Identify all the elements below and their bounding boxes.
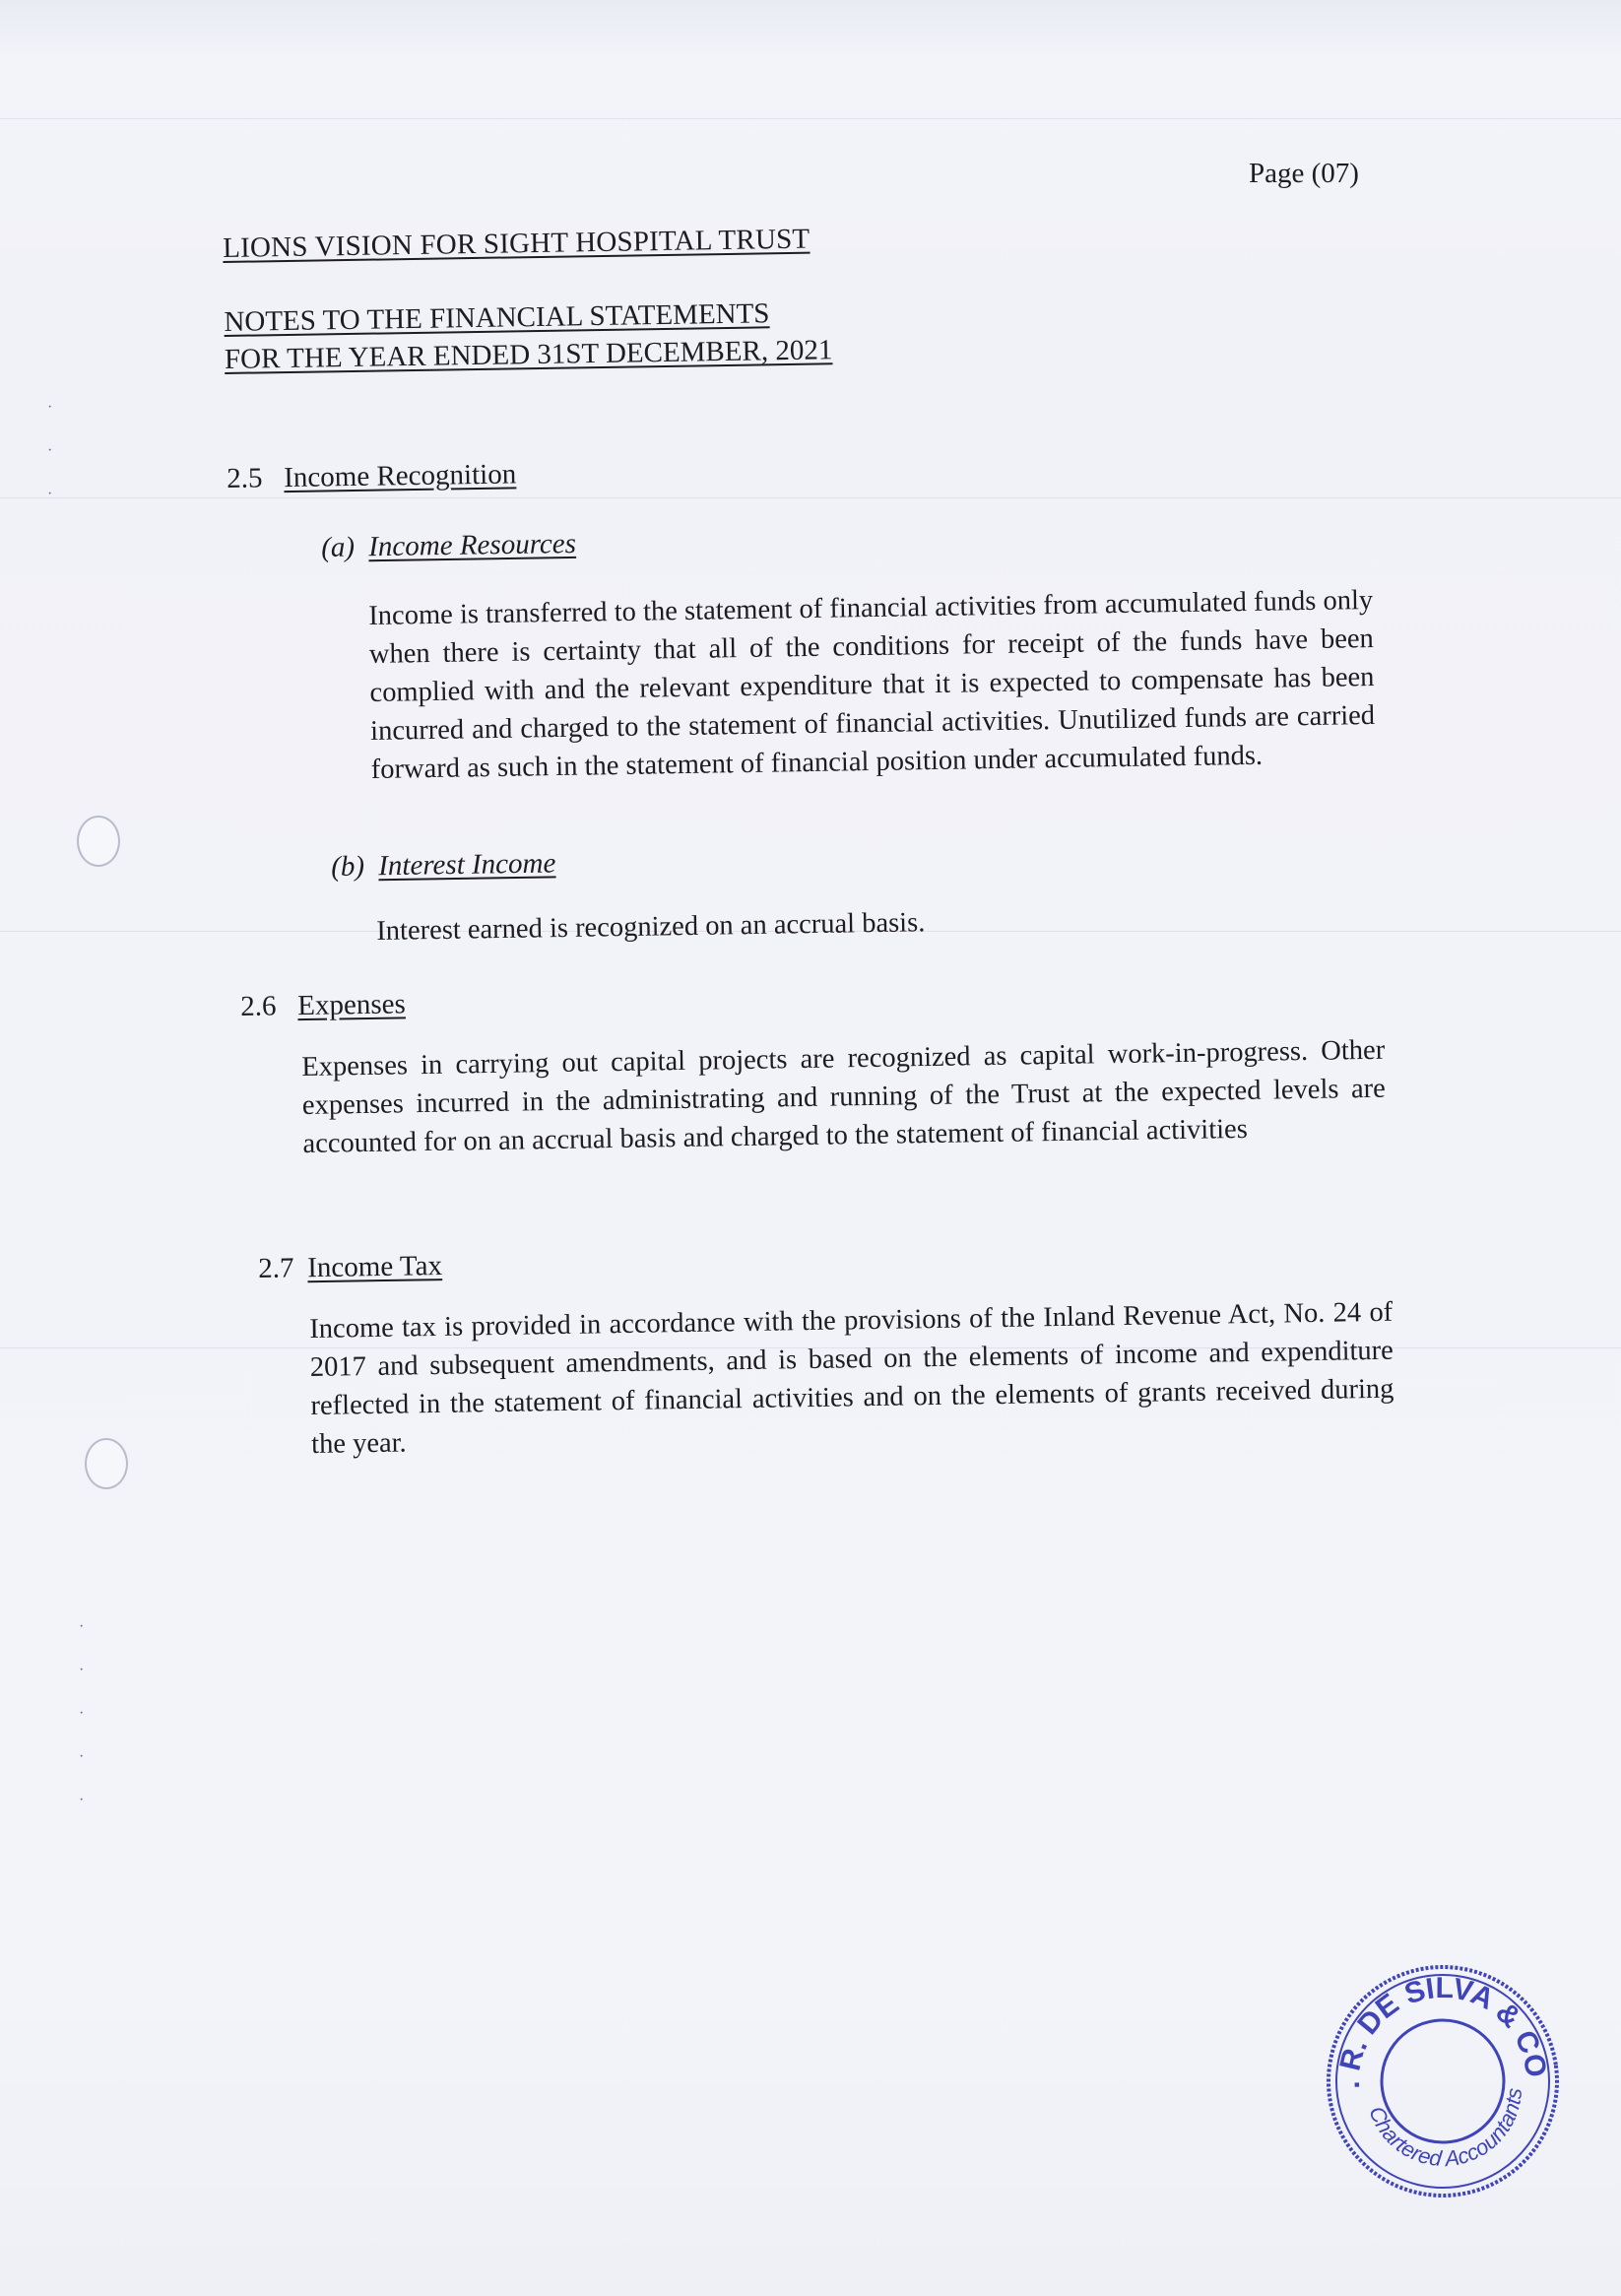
expenses-paragraph bbox=[301, 1031, 1387, 1163]
page-number: Page (07) bbox=[1249, 158, 1359, 189]
organization-title: LIONS VISION FOR SIGHT HOSPITAL TRUST bbox=[223, 223, 810, 264]
section-title: Income Recognition bbox=[283, 458, 517, 494]
subsection-number: (a) bbox=[321, 531, 356, 563]
stamp-designation bbox=[1363, 2083, 1536, 2182]
income-resources-paragraph bbox=[368, 581, 1376, 789]
punch-hole bbox=[77, 816, 120, 867]
document-header bbox=[223, 221, 973, 378]
paragraph-text: Expenses in carrying out capital projects are recognized as capital work-in-progress. Other expenses incurred in the administrating and running of the Trust at the expected levels are accounted for on an accrual basis and charged to the statement of financial activities bbox=[301, 1034, 1387, 1159]
scan-line bbox=[0, 118, 1621, 119]
auditor-stamp bbox=[1322, 1960, 1564, 2202]
section-title: Income Tax bbox=[306, 1250, 443, 1284]
subsection-title: Income Resources bbox=[367, 527, 577, 563]
paragraph-text: Income is transferred to the statement of financial activities from accumulated funds only when there is certainty that all of the conditions for receipt of the funds have been complied with and the relevant expenditure that it is expected to compensate has been incurred and charged to the statement of financial activities. Unutilized funds are carried forward as such in the statement of financial position under accumulated funds. bbox=[368, 584, 1376, 785]
scan-specks: · · · · · bbox=[79, 1618, 85, 1808]
subsection-title: Interest Income bbox=[377, 847, 556, 883]
section-number: 2.7 bbox=[258, 1252, 294, 1284]
section-title: Expenses bbox=[296, 988, 407, 1022]
section-number: 2.5 bbox=[227, 462, 263, 494]
income-tax-paragraph bbox=[309, 1293, 1394, 1464]
subtitle-line: FOR THE YEAR ENDED 31ST DECEMBER, 2021 bbox=[224, 334, 833, 375]
subtitle-line: NOTES TO THE FINANCIAL STATEMENTS bbox=[224, 297, 770, 338]
stamp-firm-name bbox=[1322, 1960, 1553, 2109]
scan-specks: · · · bbox=[47, 399, 53, 502]
scan-line bbox=[0, 497, 1621, 498]
stamp-top-text: B. R. DE SILVA & CO. bbox=[1332, 1971, 1553, 2090]
paragraph-text: Income tax is provided in accordance with the provisions of the Inland Revenue Act, No. 24 of 2017 and subsequent amendments, and is based on the elements of income and expenditure reflected in the statement of financial activities and on the elements of grants received during the year. bbox=[309, 1296, 1394, 1460]
section-number: 2.6 bbox=[240, 990, 277, 1022]
statement-subtitle bbox=[224, 292, 973, 378]
paragraph-text: Interest earned is recognized on an accrual basis. bbox=[376, 907, 926, 947]
punch-hole bbox=[85, 1438, 128, 1489]
stamp-bottom-text: Chartered Accountants bbox=[1364, 2087, 1527, 2172]
subsection-number: (b) bbox=[331, 850, 365, 883]
